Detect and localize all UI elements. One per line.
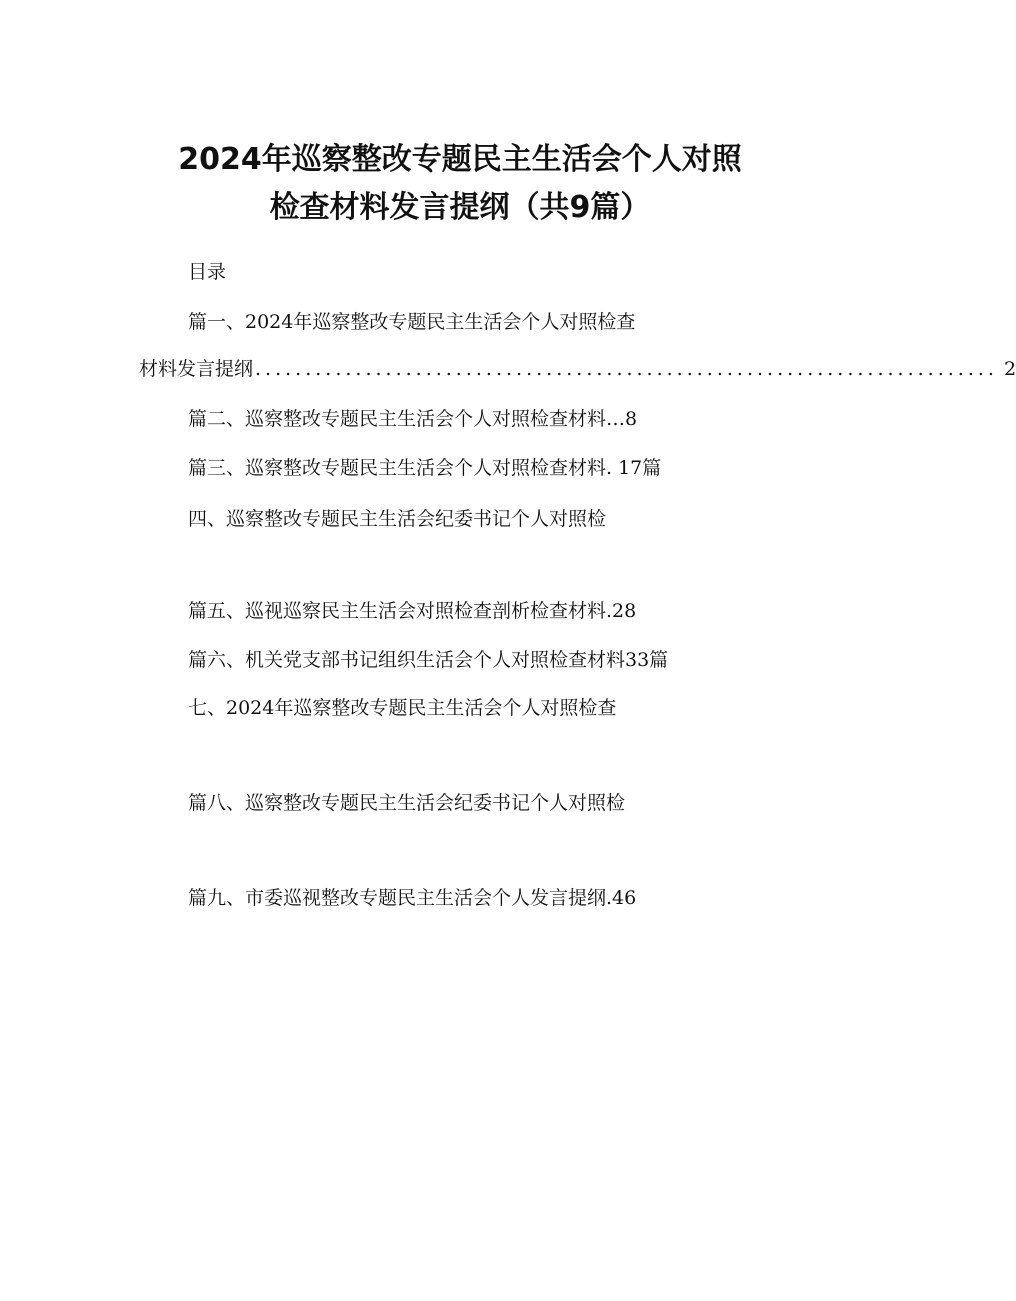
toc-entry-9: 篇九、市委巡视整改专题民主生活会个人发言提纲.46 (188, 887, 637, 909)
toc-entry-3: 篇三、巡察整改专题民主生活会个人对照检查材料. 17篇 (188, 457, 662, 479)
document-title-line2: 检查材料发言提纲（共9篇） (269, 190, 651, 225)
toc-entry-1-line2 (139, 354, 1016, 384)
document-title-line1: 2024年巡察整改专题民主生活会个人对照 (178, 142, 742, 177)
toc-dot-leader: .......................................................................... (255, 358, 998, 380)
toc-entry-6: 篇六、机关党支部书记组织生活会个人对照检查材料33篇 (188, 649, 669, 671)
toc-entry-2: 篇二、巡察整改专题民主生活会个人对照检查材料…8 (188, 408, 638, 430)
toc-entry-1-line1: 篇一、2024年巡察整改专题民主生活会个人对照检查 (188, 311, 636, 333)
toc-entry-7: 七、2024年巡察整改专题民主生活会个人对照检查 (188, 697, 617, 719)
toc-entry-1-text: 材料发言提纲 (139, 358, 254, 380)
toc-page-number: 2 (1003, 358, 1016, 380)
toc-entry-8: 篇八、巡察整改专题民主生活会纪委书记个人对照检 (188, 792, 626, 814)
toc-entry-4: 四、巡察整改专题民主生活会纪委书记个人对照检 (188, 508, 607, 530)
toc-heading: 目录 (188, 261, 227, 283)
toc-entry-5: 篇五、巡视巡察民主生活会对照检查剖析检查材料.28 (188, 600, 637, 622)
